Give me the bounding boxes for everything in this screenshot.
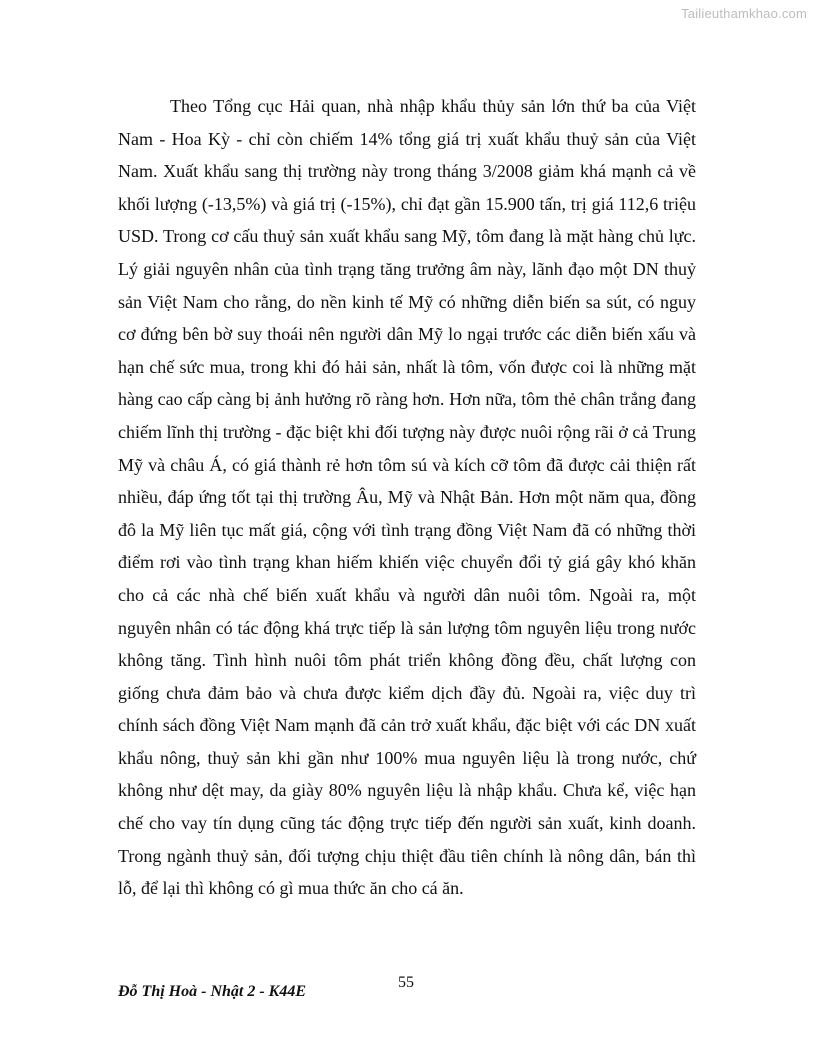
body-paragraph: Theo Tổng cục Hải quan, nhà nhập khẩu thủy sản lớn thứ ba của Việt Nam - Hoa Kỳ - chỉ còn chiếm 14% tổng giá trị xuất khẩu thuỷ sản của Việt Nam. Xuất khẩu sang thị trường này trong tháng 3/2008 giảm khá mạnh cả về khối lượng (-13,5%) và giá trị (-15%), chỉ đạt gần 15.900 tấn, trị giá 112,6 triệu USD. Trong cơ cấu thuỷ sản xuất khẩu sang Mỹ, tôm đang là mặt hàng chủ lực. Lý giải nguyên nhân của tình trạng tăng trưởng âm này, lãnh đạo một DN thuỷ sản Việt Nam cho rằng, do nền kinh tế Mỹ có những diễn biến sa sút, có nguy cơ đứng bên bờ suy thoái nên người dân Mỹ lo ngại trước các diễn biến xấu và hạn chế sức mua, trong khi đó hải sản, nhất là tôm, vốn được coi là những mặt hàng cao cấp càng bị ảnh hưởng rõ ràng hơn. Hơn nữa, tôm thẻ chân trắng đang chiếm lĩnh thị trường - đặc biệt khi đối tượng này được nuôi rộng rãi ở cả Trung Mỹ và châu Á, có giá thành rẻ hơn tôm sú và kích cỡ tôm đã được cải thiện rất nhiều, đáp ứng tốt tại thị trường Âu, Mỹ và Nhật Bản. Hơn một năm qua, đồng đô la Mỹ liên tục mất giá, cộng với tình trạng đồng Việt Nam đã có những thời điểm rơi vào tình trạng khan hiếm khiến việc chuyển đổi tỷ giá gây khó khăn cho cả các nhà chế biến xuất khẩu và người dân nuôi tôm. Ngoài ra, một nguyên nhân có tác động khá trực tiếp là sản lượng tôm nguyên liệu trong nước không tăng. Tình hình nuôi tôm phát triển không đồng đều, chất lượng con giống chưa đảm bảo và chưa được kiểm dịch đầy đủ. Ngoài ra, việc duy trì chính sách đồng Việt Nam mạnh đã cản trở xuất khẩu, đặc biệt với các DN xuất khẩu nông, thuỷ sản khi gần như 100% mua nguyên liệu là trong nước, chứ không như dệt may, da giày 80% nguyên liệu là nhập khẩu. Chưa kể, việc hạn chế cho vay tín dụng cũng tác động trực tiếp đến người sản xuất, kinh doanh. Trong ngành thuỷ sản, đối tượng chịu thiệt đầu tiên chính là nông dân, bán thì lỗ, để lại thì không có gì mua thức ăn cho cá ăn.: [118, 96, 696, 899]
watermark-text: Tailieuthamkhao.com: [681, 6, 807, 21]
page-number: 55: [398, 974, 414, 991]
author-footer: Đỗ Thị Hoà - Nhật 2 - K44E: [118, 983, 307, 1000]
